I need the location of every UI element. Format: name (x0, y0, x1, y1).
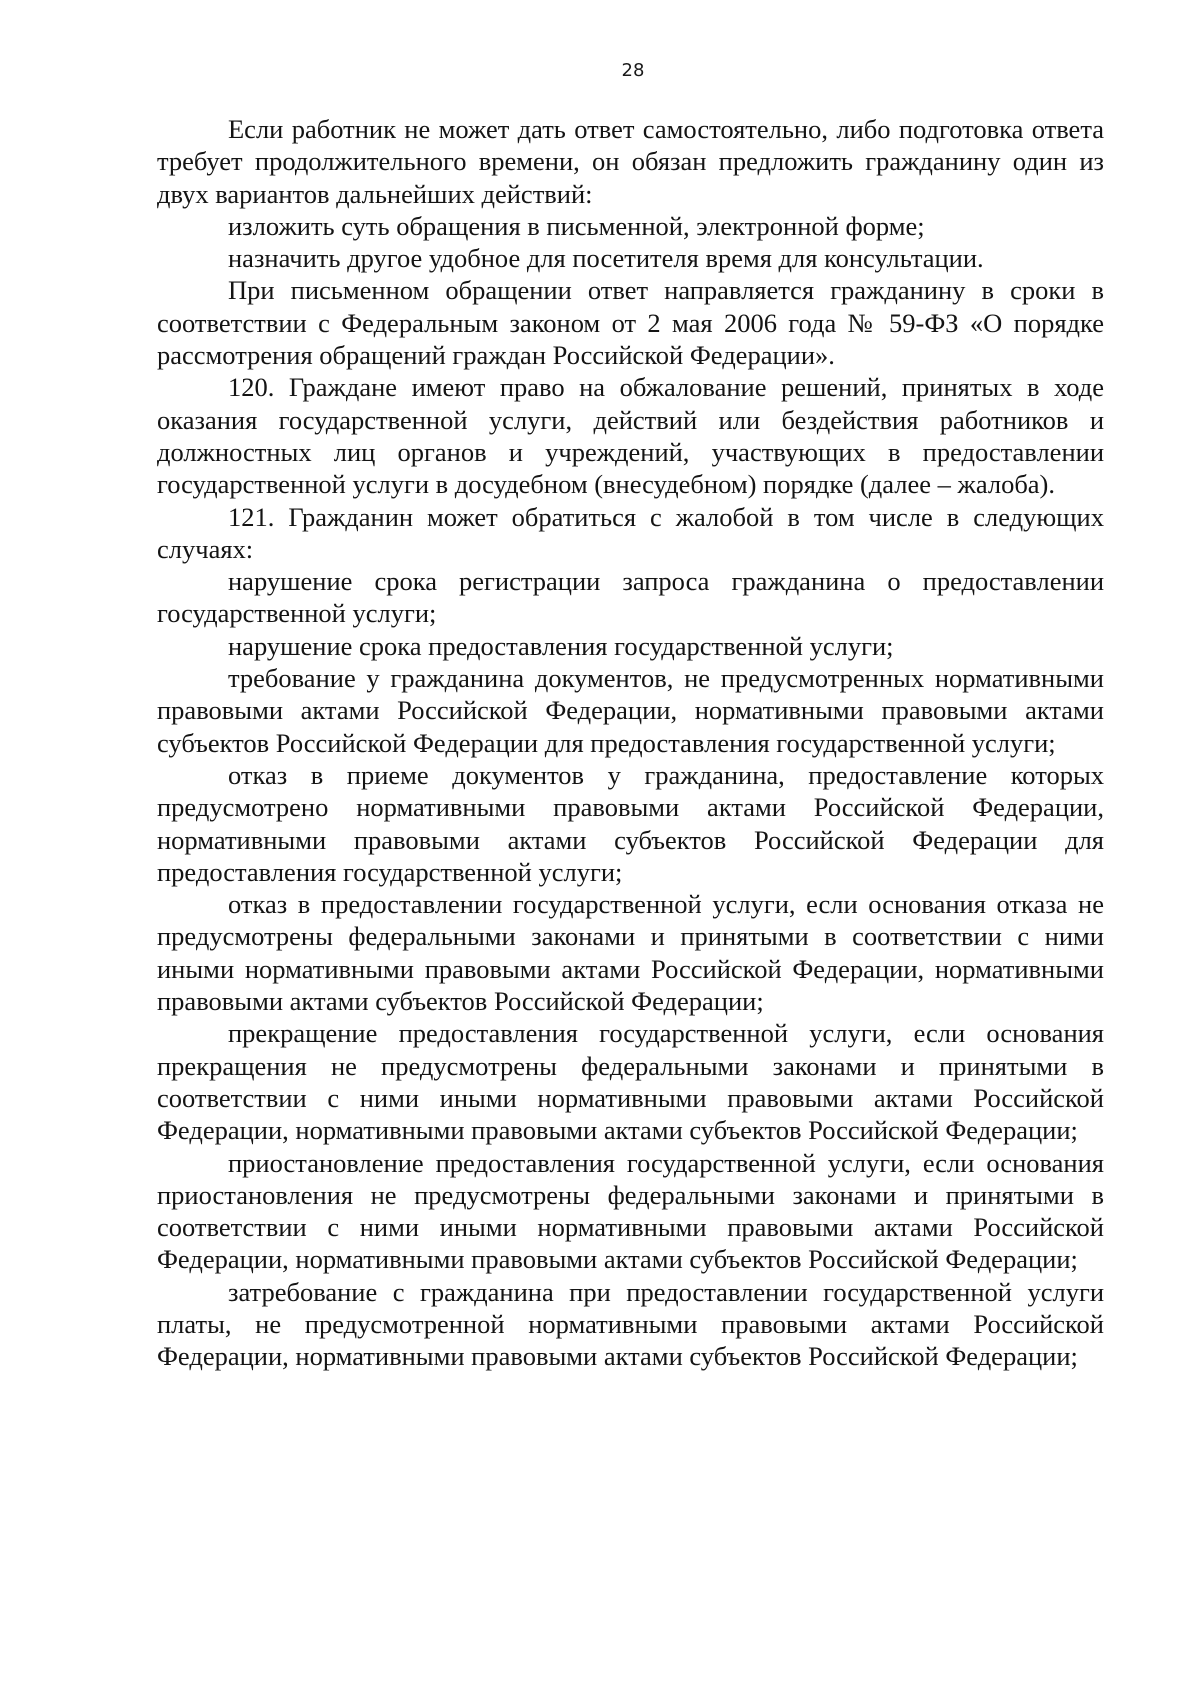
document-body (157, 113, 1104, 1373)
list-item-service-refusal: отказ в предоставлении государственной услуги, если основания отказа не предусмотрены федеральными законами и принятыми в соответствии с ними иными нормативными правовыми актами Российской Федерации, нормативными правовыми актами субъектов Российской Федерации; (157, 889, 1104, 1017)
paragraph-option-schedule-time: назначить другое удобное для посетителя время для консультации. (228, 243, 984, 274)
list-item-unlawful-fee-demand: затребование с гражданина при предоставлении государственной услуги платы, не предусмотренной нормативными правовыми актами Российской Федерации, нормативными правовыми актами субъектов Российской Федерации; (157, 1276, 1104, 1372)
list-item-document-acceptance-refusal: отказ в приеме документов у гражданина, предоставление которых предусмотрено нормативными правовыми актами Российской Федерации, нормативными правовыми актами субъектов Российской Федерации для предоставления государственной услуги; (157, 759, 1104, 887)
list-item-provision-term-violation: нарушение срока предоставления государственной услуги; (228, 630, 894, 661)
paragraph-120-right-to-appeal: 120. Граждане имеют право на обжалование решений, принятых в ходе оказания государственной услуги, действий или бездействия работников и должностных лиц органов и учреждений, участвующих в предоставлении государственной услуги в досудебном (внесудебном) порядке (далее – жалоба). (157, 372, 1104, 500)
list-item-extra-documents-demand: требование у гражданина документов, не предусмотренных нормативными правовыми актами Российской Федерации, нормативными правовыми актами субъектов Российской Федерации для предоставления государственной услуги; (157, 663, 1104, 758)
list-item-service-suspension: приостановление предоставления государственной услуги, если основания приостановления не предусмотрены федеральными законами и принятыми в соответствии с ними иными нормативными правовыми актами Российской Федерации, нормативными правовыми актами субъектов Российской Федерации; (157, 1147, 1104, 1275)
page-number: 28 (621, 60, 645, 81)
list-item-registration-violation: нарушение срока регистрации запроса гражданина о предоставлении государственной услуги; (157, 566, 1104, 629)
list-item-service-termination: прекращение предоставления государственной услуги, если основания прекращения не предусмотрены федеральными законами и принятыми в соответствии с ними иными нормативными правовыми актами Российской Федерации, нормативными правовыми актами субъектов Российской Федерации; (157, 1018, 1104, 1146)
paragraph-written-appeal-deadline: При письменном обращении ответ направляется гражданину в сроки в соответствии с Федеральным законом от 2 мая 2006 года № 59-ФЗ «О порядке рассмотрения обращений граждан Российской Федерации». (157, 275, 1104, 371)
paragraph-121-complaint-cases: 121. Гражданин может обратиться с жалобой в том числе в следующих случаях: (157, 501, 1104, 564)
paragraph-worker-unable-to-answer: Если работник не может дать ответ самостоятельно, либо подготовка ответа требует продолжительного времени, он обязан предложить гражданину один из двух вариантов дальнейших действий: (157, 114, 1104, 209)
paragraph-option-written-form: изложить суть обращения в письменной, электронной форме; (228, 210, 925, 241)
